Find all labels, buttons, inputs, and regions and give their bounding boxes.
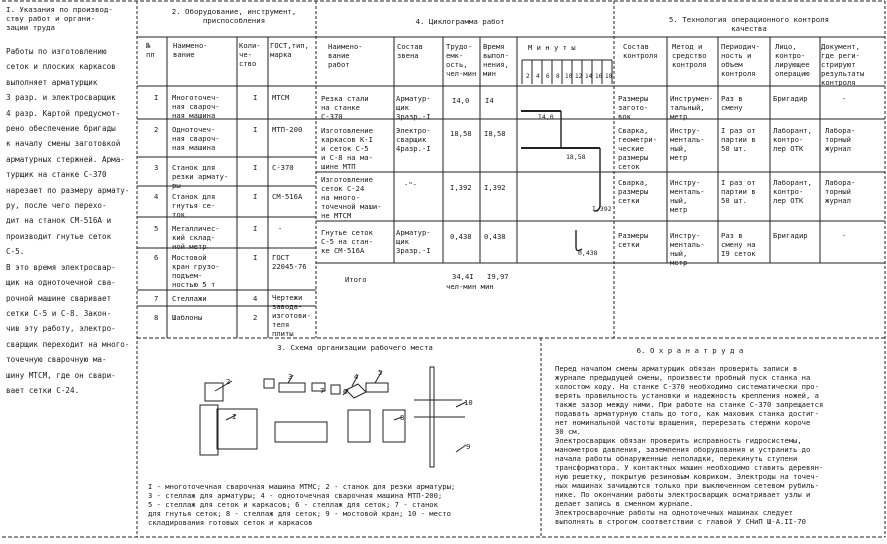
sec2-row7-name: Стеллажи bbox=[172, 294, 207, 303]
section4-title: 4. Циклограмма работ bbox=[415, 17, 505, 26]
sec5-row1-b: Инструмен- тальный, метр bbox=[670, 94, 714, 121]
sec2-row8-qty: 2 bbox=[253, 313, 258, 322]
sec4-row4-labor: 0,438 bbox=[450, 232, 472, 241]
scale-label: 16 bbox=[595, 73, 603, 80]
scheme-number: 2 bbox=[226, 377, 231, 386]
sec4-total-label: Итого bbox=[345, 275, 367, 284]
sec4-col-time: Время выпол- нения, мин bbox=[483, 42, 509, 78]
sec5-col-e: Документ, где реги- стрируют результаты контроля bbox=[821, 42, 865, 87]
sec5-row2-d: Лаборант, контро- лер ОТК bbox=[773, 126, 812, 153]
sec5-row4-a: Размеры сетки bbox=[618, 231, 649, 249]
scale-label: 12 bbox=[575, 73, 583, 80]
sec5-col-d: Лицо, контро- лирующее операцию bbox=[775, 42, 810, 78]
sec5-row3-b: Инстру- менталь- ный, метр bbox=[670, 178, 705, 214]
sec5-row1-e: - bbox=[842, 94, 847, 103]
sec4-row2-crew: Электро- сварщик 4разр.-I bbox=[396, 126, 431, 153]
sec2-row3-gost: С-370 bbox=[272, 163, 294, 172]
scheme-number: 10 bbox=[464, 398, 473, 407]
sec5-row2-c: I раз от партии в 50 шт. bbox=[721, 126, 756, 153]
sec2-row6-n: 6 bbox=[154, 253, 159, 262]
sec2-row7-gost: Чертежи завода- bbox=[272, 293, 303, 311]
sec4-col-minutes: М и н у т ы bbox=[528, 43, 576, 52]
sec5-row1-c: Раз в смену bbox=[721, 94, 743, 112]
sec2-row5-name: Металличес- кий склад- ной метр bbox=[172, 224, 220, 251]
sec5-row3-c: I раз от партии в 50 шт. bbox=[721, 178, 756, 205]
sec4-row3-work: Изготовление сеток С-24 на много- точечной маши- не МТСМ bbox=[321, 175, 382, 220]
sec4-col-labor: Трудо- емк- ость, чел-мин bbox=[446, 42, 477, 78]
sec2-row6-name: Мостовой кран грузо- подъем- ностью 5 т bbox=[172, 253, 220, 289]
sec2-row3-name: Станок для резки армату- ры bbox=[172, 163, 229, 190]
bar-label-2: 18,58 bbox=[566, 153, 586, 161]
scale-label: 2 bbox=[526, 73, 530, 80]
sec2-row3-n: 3 bbox=[154, 163, 159, 172]
sec5-row4-e: - bbox=[842, 231, 847, 240]
sec2-row3-qty: I bbox=[253, 163, 258, 172]
scale-label: 10 bbox=[565, 73, 573, 80]
scheme-number: 7 bbox=[320, 386, 325, 395]
section6-title: 6. О х р а н а т р у д а bbox=[636, 346, 744, 355]
sec5-row3-d: Лаборант, контро- лер ОТК bbox=[773, 178, 812, 205]
sec5-row4-b: Инстру- менталь- ный, метр bbox=[670, 231, 705, 267]
sec2-row5-qty: I bbox=[253, 224, 258, 233]
sec2-row1-n: I bbox=[154, 93, 159, 102]
sec5-row2-e: Лабора- торный журнал bbox=[825, 126, 856, 153]
sec2-row2-n: 2 bbox=[154, 125, 159, 134]
sec2-row4-qty: I bbox=[253, 192, 258, 201]
scheme-number: 5 bbox=[378, 368, 383, 377]
sec2-col-n: № пп bbox=[146, 41, 155, 59]
sec5-col-b: Метод и средство контроля bbox=[672, 42, 707, 69]
sec4-row2-work: Изготовление каркасов К-I и сеток С-5 и С-8 на ма- шине МТП bbox=[321, 126, 373, 171]
sec4-row4-time: 0,438 bbox=[484, 232, 506, 241]
sec5-row1-d: Бригадир bbox=[773, 94, 808, 103]
sec2-row2-name: Одноточеч- ная свароч- ная машина bbox=[172, 125, 220, 152]
sec4-row3-time: I,392 bbox=[484, 183, 506, 192]
sec4-row2-labor: 18,58 bbox=[450, 129, 472, 138]
sec2-row4-name: Станок для гнутья се- ток bbox=[172, 192, 216, 219]
sec4-total-units: чел-мин мин bbox=[446, 282, 494, 291]
sec2-col-qty: Коли- че- ство bbox=[239, 41, 261, 68]
bar-label-1: I4,0 bbox=[538, 113, 554, 121]
bar-label-3: I,392 bbox=[592, 205, 612, 213]
sec4-row4-crew: Арматур- щик 3разр.-I bbox=[396, 228, 431, 255]
section2-title: 2. Оборудование, инструмент, приспособления bbox=[171, 7, 297, 25]
sec4-row1-crew: Арматур- щик 3разр.-I bbox=[396, 94, 431, 121]
sec4-row3-crew: -"- bbox=[404, 180, 417, 189]
scheme-number: I bbox=[232, 412, 237, 421]
sec2-row1-qty: I bbox=[253, 93, 258, 102]
sec2-row6-qty: I bbox=[253, 253, 258, 262]
sec2-row8-gost: изготови- теля плиты bbox=[272, 311, 311, 338]
sec4-col-crew: Состав звена bbox=[397, 42, 423, 60]
scale-label: 8 bbox=[556, 73, 560, 80]
sec5-row3-e: Лабора- торный журнал bbox=[825, 178, 856, 205]
sec2-row7-n: 7 bbox=[154, 294, 159, 303]
sec4-row4-work: Гнутье сеток С-5 на стан- ке СМ-516А bbox=[321, 228, 373, 255]
sec4-total-time: I9,97 bbox=[487, 272, 509, 281]
sec5-row2-b: Инстру- менталь- ный, метр bbox=[670, 126, 705, 162]
sec4-row1-labor: I4,0 bbox=[452, 96, 470, 105]
sec5-col-c: Периодич- ность и объем контроля bbox=[721, 42, 760, 78]
bar-label-4: 0,438 bbox=[578, 249, 598, 257]
section5-title: 5. Технология операционного контроля качества bbox=[668, 15, 830, 33]
sec2-row5-gost: - bbox=[278, 224, 283, 233]
scale-label: 18 bbox=[605, 73, 613, 80]
sec2-row4-n: 4 bbox=[154, 192, 159, 201]
scheme-legend: I - многоточечная сварочная машина МТМС; 2 - станок для резки арматуры; 3 - стеллаж для арматуры; 4 - одноточечная сварочная машина МТП-200; 5 - стеллаж для сеток и каркасов; 6 - стеллаж для сеток; 7 - станок для гнутья сеток; 8 - стеллаж для сеток; 9 - мостовой кран; 10 - место складирования готовых сеток и каркасов bbox=[148, 482, 456, 527]
sec2-row6-gost: ГОСТ 22045-76 bbox=[272, 253, 307, 271]
sec5-row3-a: Сварка, размеры сетки bbox=[618, 178, 649, 205]
section3-title: 3. Схема организации рабочего места bbox=[277, 343, 433, 352]
sec2-col-gost: ГОСТ,тип, марка bbox=[270, 41, 309, 59]
scheme-number: 9 bbox=[466, 442, 471, 451]
section6-body: Перед началом смены арматурщик обязан проверить записи в журнале предыдущей смены, произвести пробный пуск станка на холостом ходу. На станке С-370 необходимо систематически про- верять правильность установки и надежность крепления ножей, а также зазор между ними. При работе на станке С-370 запрещается подавать арматурную сталь до того, как маховик станка достиг- нет номинальной частоты вращения, перерезать стержни короче 30 см. Электросварщик обязан проверить исправность гидросистемы, манометров давления, заземления оборудования и устранить до начала работы обнаруженные неполадки, перекинуть ступени трансформатора. У контактных машин необходимо ставить деревян- ную решетку, покрытую резиновым ковриком. Электроды на точеч- ных машинах зачищаются только при выключенном сетевом рубиль- нике. По окончании работы электросварщик осматривает узлы и делает запись в сменном журнале. Электросварочные работы на одноточечных машинах следует выполнять в строгом соответствии с главой У СНиП Ш-А.II-70 bbox=[555, 364, 824, 526]
sec2-row4-gost: СМ-516А bbox=[272, 192, 303, 201]
sec4-row1-time: I4 bbox=[485, 96, 494, 105]
sec2-row1-gost: МТСМ bbox=[272, 93, 290, 102]
sec5-row4-c: Раз в смену на I9 сеток bbox=[721, 231, 756, 258]
sec5-row1-a: Размеры загото- вок bbox=[618, 94, 649, 121]
sec4-row2-time: I8,58 bbox=[484, 129, 506, 138]
sec2-row8-name: Шаблоны bbox=[172, 313, 203, 322]
scheme-number: 6 bbox=[343, 387, 348, 396]
sec4-row3-labor: I,392 bbox=[450, 183, 472, 192]
sec5-row4-d: Бригадир bbox=[773, 231, 808, 240]
scheme-number: 3 bbox=[288, 372, 293, 381]
section1-body: Работы по изготовлению сеток и плоских каркасов выполняет арматурщик 3 разр. и электросварщик 4 разр. Картой предусмот- рено обеспечение бригады к началу смены заготовкой арматурных стержней. Арма- турщик на станке С-370 нарезает по размеру армату- ру, после чего перехо- дит на станок СМ-516А и производит гнутье сеток С-5. В это время электросвар- щик на одноточечной сва- рочной машине сваривает сетки С-5 и С-8. Закон- чив эту работу, электро- сварщик переходит на много- точечную сварочную ма- шину МТСМ, где он свари- вает сетки С-24. bbox=[6, 47, 130, 395]
sec2-row5-n: 5 bbox=[154, 224, 159, 233]
sec2-row1-name: Многоточеч- ная свароч- ная машина bbox=[172, 93, 220, 120]
sec4-col-work: Наимено- вание работ bbox=[328, 42, 363, 69]
sec2-row2-gost: МТП-200 bbox=[272, 125, 303, 134]
sec4-total-labor: 34,4I bbox=[452, 272, 474, 281]
scale-label: 4 bbox=[536, 73, 540, 80]
sec5-col-a: Состав контроля bbox=[623, 42, 658, 60]
sec2-row7-qty: 4 bbox=[253, 294, 258, 303]
scale-label: 14 bbox=[585, 73, 593, 80]
sec4-row1-work: Резка стали на станке С-370 bbox=[321, 94, 369, 121]
sec2-row8-n: 8 bbox=[154, 313, 159, 322]
section1-title: I. Указания по производ- ству работ и органи- зации труда bbox=[6, 5, 113, 32]
scale-label: 6 bbox=[546, 73, 550, 80]
sec5-row2-a: Сварка, геометри- ческие размеры сеток bbox=[618, 126, 657, 171]
sec2-row2-qty: I bbox=[253, 125, 258, 134]
scheme-number: 8 bbox=[400, 413, 405, 422]
scheme-number: 4 bbox=[354, 372, 359, 381]
sec2-col-name: Наимено- вание bbox=[173, 41, 208, 59]
